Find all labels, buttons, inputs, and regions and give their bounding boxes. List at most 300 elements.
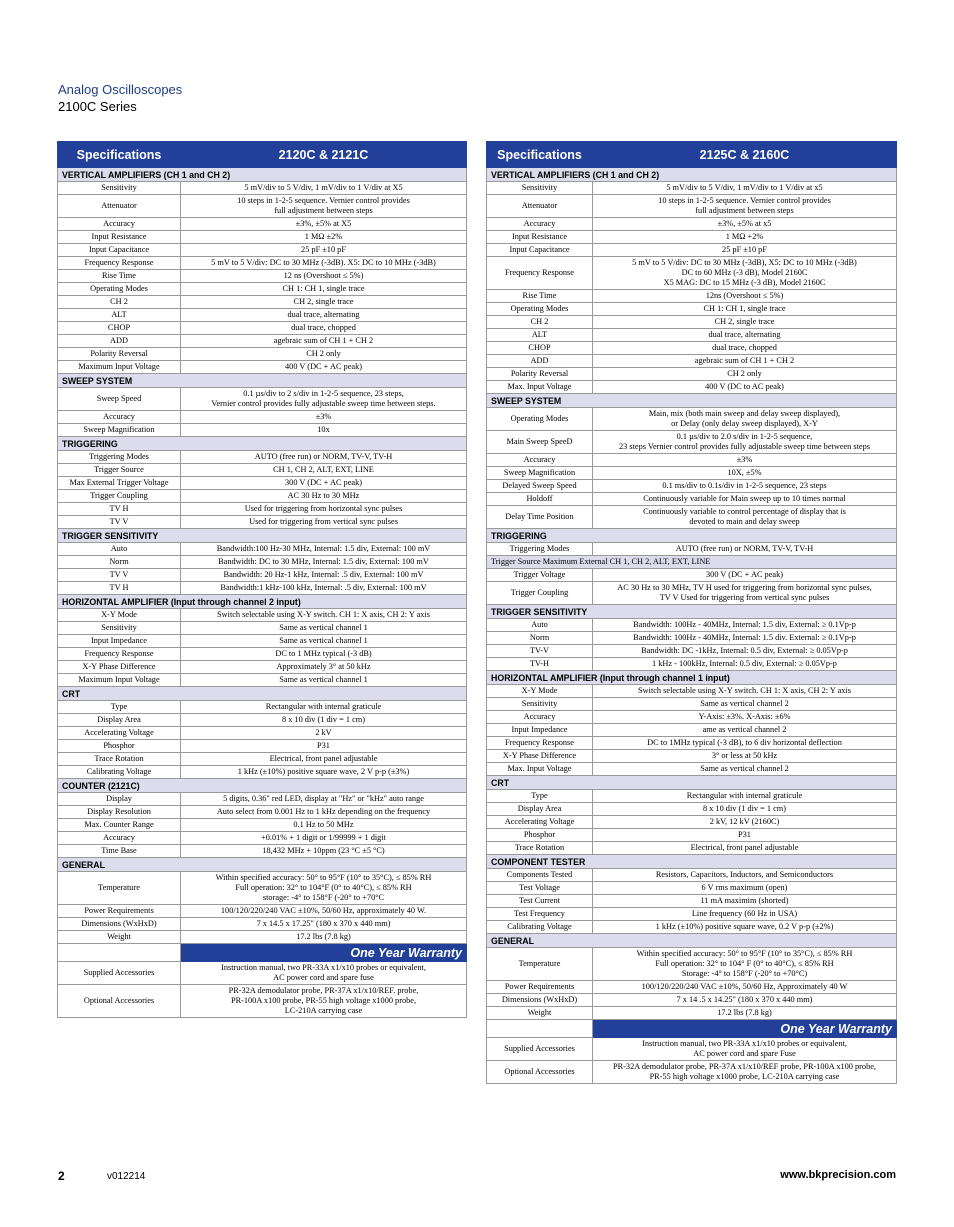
spec-value: PR-32A demodulator probe, PR-37A x1/x10/REF probe, PR-100A x100 probe, PR-55 high voltage x1000 probe, LC-210A carrying case [593, 1061, 897, 1084]
spec-label: Phosphor [58, 740, 181, 753]
spec-value: Used for triggering from horizontal sync pulses [181, 503, 467, 516]
spec-value: Electrical, front panel adjustable [593, 842, 897, 855]
spec-row [487, 556, 897, 569]
section-heading [487, 934, 897, 948]
spec-label: Norm [58, 556, 181, 569]
spec-value: 0.1 µs/div to 2.0 s/div in 1-2-5 sequence, 23 steps Vernier control provides fully adjustable sweep time between steps [593, 431, 897, 454]
spec-value: dual trace, alternating [593, 329, 897, 342]
spec-value: 7 x 14 .5 x 14.25" (180 x 370 x 440 mm) [593, 994, 897, 1007]
spec-label: Time Base [58, 845, 181, 858]
spec-row [58, 806, 467, 819]
spec-row [487, 921, 897, 934]
spec-label: Norm [487, 632, 593, 645]
spec-row [58, 516, 467, 529]
spec-row [58, 648, 467, 661]
spec-row [58, 845, 467, 858]
spec-row [58, 283, 467, 296]
spec-value: 8 x 10 div (1 div = 1 cm) [181, 714, 467, 727]
section-heading [487, 168, 897, 182]
spec-value: 1 kHz (±10%) positive square wave, 0.2 V p-p (±2%) [593, 921, 897, 934]
section-heading [58, 595, 467, 609]
spec-value: agebraic sum of CH 1 + CH 2 [593, 355, 897, 368]
spec-value: 5 digits, 0.36" red LED, display at "Hz" or "kHz" auto range [181, 793, 467, 806]
section-heading [58, 374, 467, 388]
spec-label: Trigger Coupling [58, 490, 181, 503]
spec-value: Used for triggering from vertical sync pulses [181, 516, 467, 529]
spec-row [487, 244, 897, 257]
spec-row [487, 431, 897, 454]
column-header-specifications: Specifications [58, 142, 181, 168]
section-heading [487, 529, 897, 543]
spec-label: Operating Modes [58, 283, 181, 296]
spec-value: 5 mV to 5 V/div: DC to 30 MHz (-3dB). X5: DC to 10 MHz (-3dB) [181, 257, 467, 270]
spec-row [487, 218, 897, 231]
spec-label: Trigger Source [58, 464, 181, 477]
spec-label: Calibrating Voltage [487, 921, 593, 934]
warranty-spacer [487, 1020, 593, 1038]
spec-row [487, 698, 897, 711]
spec-label: Power Requirements [487, 981, 593, 994]
spec-row [487, 711, 897, 724]
spec-row [58, 714, 467, 727]
spec-row [58, 231, 467, 244]
spec-label: Delay Time Position [487, 506, 593, 529]
spec-value: 3° or less at 50 kHz [593, 750, 897, 763]
spec-row [487, 763, 897, 776]
spec-label: Accelerating Voltage [58, 727, 181, 740]
spec-row [487, 182, 897, 195]
spec-label: Test Voltage [487, 882, 593, 895]
spec-label: TV V [58, 569, 181, 582]
spec-value: CH 1: CH 1, single trace [593, 303, 897, 316]
spec-label: Auto [58, 543, 181, 556]
spec-row [487, 829, 897, 842]
spec-row [487, 231, 897, 244]
spec-value: 1 kHz - 100kHz, Internal: 0.5 div, External: ≥ 0.05Vp-p [593, 658, 897, 671]
spec-value: Switch selectable using X-Y switch. CH 1: X axis, CH 2: Y axis [181, 609, 467, 622]
spec-value: 12 ns (Overshoot ≤ 5%) [181, 270, 467, 283]
section-heading [487, 605, 897, 619]
spec-value: Same as vertical channel 1 [181, 635, 467, 648]
spec-label: Max. Input Voltage [487, 763, 593, 776]
website-link[interactable]: www.bkprecision.com [780, 1169, 896, 1181]
page-number: 2 [58, 1169, 65, 1183]
spec-value: Same as vertical channel 1 [181, 674, 467, 687]
spec-label: Operating Modes [487, 408, 593, 431]
spec-label: Holdoff [487, 493, 593, 506]
spec-value: 10 steps in 1-2-5 sequence. Vernier control provides full adjustment between steps [181, 195, 467, 218]
spec-row [58, 766, 467, 779]
spec-row [58, 335, 467, 348]
spec-row [58, 609, 467, 622]
spec-row [58, 582, 467, 595]
spec-label: CH 2 [487, 316, 593, 329]
spec-label: Display Resolution [58, 806, 181, 819]
section-title: GENERAL [487, 934, 897, 948]
section-heading [487, 394, 897, 408]
spec-value: Bandwidth:100 Hz-30 MHz, Internal: 1.5 div, External: 100 mV [181, 543, 467, 556]
spec-value: ±3% [593, 454, 897, 467]
spec-value: 100/120/220/240 VAC ±10%, 50/60 Hz, approximately 40 W. [181, 905, 467, 918]
section-title: TRIGGERING [58, 437, 467, 451]
spec-value: 100/120/220/240 VAC ±10%, 50/60 Hz, Approximately 40 W [593, 981, 897, 994]
spec-label: Dimensions (WxHxD) [487, 994, 593, 1007]
spec-row [58, 195, 467, 218]
spec-row [58, 918, 467, 931]
spec-row [487, 195, 897, 218]
spec-label: Polarity Reversal [58, 348, 181, 361]
spec-value: Y-Axis: ±3%. X-Axis: ±6% [593, 711, 897, 724]
spec-label: X-Y Mode [487, 685, 593, 698]
series-subtitle: 2100C Series [58, 99, 137, 114]
spec-value: Same as vertical channel 2 [593, 698, 897, 711]
spec-row [487, 750, 897, 763]
table-header-row [58, 142, 467, 168]
spec-row [487, 803, 897, 816]
spec-row [487, 316, 897, 329]
spec-value: Rectangular with internal graticule [181, 701, 467, 714]
spec-label: Sweep Magnification [487, 467, 593, 480]
spec-value: Within specified accuracy: 50° to 95°F (10° to 35°C), ≤ 85% RH Full operation: 32° to 104°F (0° to 40°C), ≤ 85% RH storage: -4° to 158°F (-20° to +70°C [181, 872, 467, 905]
spec-value: Same as vertical channel 2 [593, 763, 897, 776]
spec-value: 400 V (DC to AC peak) [593, 381, 897, 394]
spec-row [487, 569, 897, 582]
column-header-specifications: Specifications [487, 142, 593, 168]
spec-row [487, 368, 897, 381]
spec-label: Max. Input Voltage [487, 381, 593, 394]
spec-row [487, 290, 897, 303]
section-heading [487, 855, 897, 869]
spec-label: Weight [487, 1007, 593, 1020]
spec-row [487, 645, 897, 658]
spec-label: Input Capacitance [58, 244, 181, 257]
spec-label: Test Frequency [487, 908, 593, 921]
spec-row [58, 244, 467, 257]
spec-value: 1 MΩ ±2% [181, 231, 467, 244]
spec-label: CHOP [58, 322, 181, 335]
spec-value: Bandwidth: 100Hz - 40MHz, Internal: 1.5 div. External: ≥ 0.1Vp-p [593, 632, 897, 645]
warranty-row [487, 1020, 897, 1038]
spec-value: 5 mV/div to 5 V/div, 1 mV/div to 1 V/div at x5 [593, 182, 897, 195]
section-title: SWEEP SYSTEM [58, 374, 467, 388]
section-title: CRT [58, 687, 467, 701]
spec-value: ame as vertical channel 2 [593, 724, 897, 737]
spec-label: Supplied Accessories [487, 1038, 593, 1061]
spec-value: ±3% [181, 411, 467, 424]
spec-row [487, 1007, 897, 1020]
spec-label: Max External Trigger Voltage [58, 477, 181, 490]
spec-row [58, 361, 467, 374]
spec-label: Attenuator [58, 195, 181, 218]
spec-value: 0.1 Hz to 50 MHz [181, 819, 467, 832]
spec-value: Rectangular with internal graticule [593, 790, 897, 803]
spec-value: 2 kV, 12 kV (2160C) [593, 816, 897, 829]
section-heading [487, 776, 897, 790]
spec-value: 17.2 lbs (7.8 kg) [593, 1007, 897, 1020]
spec-row [487, 582, 897, 605]
spec-value: Line frequency (60 Hz in USA) [593, 908, 897, 921]
spec-row [58, 931, 467, 944]
spec-label: Weight [58, 931, 181, 944]
section-title: COUNTER (2121C) [58, 779, 467, 793]
spec-value: 5 mV/div to 5 V/div, 1 mV/div to 1 V/div at X5 [181, 182, 467, 195]
spec-label: Accuracy [58, 832, 181, 845]
spec-value: Within specified accuracy: 50° to 95°F (10° to 35°C), ≤ 85% RH Full operation: 32° to 104° F (0° to 40°C), ≤ 85% RH Storage: -4° to 158°F (-20° to +70°C) [593, 948, 897, 981]
spec-row [58, 985, 467, 1018]
spec-label: Type [58, 701, 181, 714]
section-heading [58, 687, 467, 701]
spec-label: Display Area [487, 803, 593, 816]
spec-value: DC to 1 MHz typical (-3 dB) [181, 648, 467, 661]
spec-row [487, 408, 897, 431]
spec-row [58, 464, 467, 477]
section-title: HORIZONTAL AMPLIFIER (Input through channel 2 input) [58, 595, 467, 609]
spec-row [58, 182, 467, 195]
spec-row [58, 411, 467, 424]
spec-label: Trigger Coupling [487, 582, 593, 605]
warranty-row [58, 944, 467, 962]
spec-value: Resistors, Capacitors, Inductors, and Semiconductors [593, 869, 897, 882]
section-title: TRIGGERING [487, 529, 897, 543]
spec-label: ADD [58, 335, 181, 348]
spec-label: TV-H [487, 658, 593, 671]
spec-label: X-Y Phase Difference [487, 750, 593, 763]
spec-label: Sweep Magnification [58, 424, 181, 437]
spec-label: Display Area [58, 714, 181, 727]
spec-value: CH 1: CH 1, single trace [181, 283, 467, 296]
spec-label: X-Y Mode [58, 609, 181, 622]
spec-label: ADD [487, 355, 593, 368]
spec-label: Accuracy [58, 218, 181, 231]
spec-row [487, 790, 897, 803]
spec-value: CH 2, single trace [593, 316, 897, 329]
spec-row [58, 270, 467, 283]
spec-value: AUTO (free run) or NORM, TV-V, TV-H [181, 451, 467, 464]
spec-row [58, 832, 467, 845]
spec-value: 25 pF ±10 pF [593, 244, 897, 257]
spec-label: TV-V [487, 645, 593, 658]
spec-row [487, 895, 897, 908]
spec-label: Temperature [58, 872, 181, 905]
spec-label: Input Resistance [487, 231, 593, 244]
spec-label: Optional Accessories [487, 1061, 593, 1084]
spec-label: Frequency Response [58, 257, 181, 270]
spec-row [58, 543, 467, 556]
spec-row [58, 727, 467, 740]
spec-row [487, 329, 897, 342]
spec-label: Rise Time [58, 270, 181, 283]
spec-label: Sensitivity [58, 182, 181, 195]
spec-row [487, 685, 897, 698]
spec-row [487, 882, 897, 895]
spec-label: Input Impedance [487, 724, 593, 737]
spec-label: Triggering Modes [487, 543, 593, 556]
spec-label: CHOP [487, 342, 593, 355]
spec-label: Optional Accessories [58, 985, 181, 1018]
spec-value: AUTO (free run) or NORM, TV-V, TV-H [593, 543, 897, 556]
spec-row [487, 842, 897, 855]
spec-label: Supplied Accessories [58, 962, 181, 985]
spec-row [58, 388, 467, 411]
spec-label: Test Current [487, 895, 593, 908]
spec-label: Trace Rotation [487, 842, 593, 855]
spec-label: Accuracy [487, 711, 593, 724]
spec-row [58, 962, 467, 985]
section-title: VERTICAL AMPLIFIERS (CH 1 and CH 2) [487, 168, 897, 182]
spec-value: 12ns (Overshoot ≤ 5%) [593, 290, 897, 303]
spec-value: AC 30 Hz to 30 MHz, TV H used for triggering from horizontal sync pulses, TV V Used for triggering from vertical sync pulses [593, 582, 897, 605]
spec-row [58, 872, 467, 905]
column-header-models: 2125C & 2160C [593, 142, 897, 168]
section-title: GENERAL [58, 858, 467, 872]
spec-label: Frequency Response [487, 737, 593, 750]
spec-value: Auto select from 0.001 Hz to 1 kHz depending on the frequency [181, 806, 467, 819]
section-title: COMPONENT TESTER [487, 855, 897, 869]
spec-label: Type [487, 790, 593, 803]
spec-value: P31 [181, 740, 467, 753]
spec-value: 1 kHz (±10%) positive square wave, 2 V p-p (±3%) [181, 766, 467, 779]
spec-value: CH 2 only [181, 348, 467, 361]
spec-label: Input Resistance [58, 231, 181, 244]
spec-label: ALT [58, 309, 181, 322]
spec-label: Max. Counter Range [58, 819, 181, 832]
spec-value: 8 x 10 div (1 div = 1 cm) [593, 803, 897, 816]
spec-value: dual trace, alternating [181, 309, 467, 322]
spec-label: Accuracy [487, 218, 593, 231]
spec-label: Trace Rotation [58, 753, 181, 766]
spec-value: 7 x 14.5 x 17.25" (180 x 370 x 440 mm) [181, 918, 467, 931]
spec-row [58, 674, 467, 687]
spec-value: 11 mA maximim (shorted) [593, 895, 897, 908]
spec-row [487, 355, 897, 368]
spec-value: 300 V (DC + AC peak) [181, 477, 467, 490]
spec-row [487, 948, 897, 981]
spec-value: agebraic sum of CH 1 + CH 2 [181, 335, 467, 348]
spec-value: 2 kV [181, 727, 467, 740]
spec-value: Bandwidth: 20 Hz-1 kHz, Internal: .5 div, External: 100 mV [181, 569, 467, 582]
spec-row [487, 493, 897, 506]
section-heading [487, 671, 897, 685]
spec-label: ALT [487, 329, 593, 342]
spec-label: Display [58, 793, 181, 806]
section-title: HORIZONTAL AMPLIFIER (Input through channel 1 input) [487, 671, 897, 685]
spec-value: PR-32A demodulator probe, PR-37A x1/x10/REF. probe, PR-100A x100 probe, PR-55 high voltage x1000 probe, LC-210A carrying case [181, 985, 467, 1018]
spec-row [58, 556, 467, 569]
spec-value: 10x [181, 424, 467, 437]
spec-value: 400 V (DC + AC peak) [181, 361, 467, 374]
spec-row [58, 348, 467, 361]
spec-row [58, 701, 467, 714]
spec-row [58, 451, 467, 464]
spec-label: Power Requirements [58, 905, 181, 918]
spec-row [58, 257, 467, 270]
spec-value: Continuously variable to control percentage of display that is devoted to main and delay sweep [593, 506, 897, 529]
spec-label: Triggering Modes [58, 451, 181, 464]
spec-label: Dimensions (WxHxD) [58, 918, 181, 931]
spec-value: Main, mix (both main sweep and delay sweep displayed), or Delay (only delay sweep displayed), X-Y [593, 408, 897, 431]
spec-row [487, 1061, 897, 1084]
spec-label: Sensitivity [487, 698, 593, 711]
spec-value: CH 1, CH 2, ALT, EXT, LINE [181, 464, 467, 477]
spec-row [487, 908, 897, 921]
spec-value: 10 steps in 1-2-5 sequence. Vernier control provides full adjustment between steps [593, 195, 897, 218]
spec-value: 10X, ±5% [593, 467, 897, 480]
spec-label: Accuracy [58, 411, 181, 424]
spec-label: Frequency Response [487, 257, 593, 290]
spec-row [487, 303, 897, 316]
section-heading [58, 529, 467, 543]
spec-label: Sensitivity [58, 622, 181, 635]
spec-label: Phosphor [487, 829, 593, 842]
spec-value: ±3%, ±5% at X5 [181, 218, 467, 231]
column-header-models: 2120C & 2121C [181, 142, 467, 168]
spec-row [487, 467, 897, 480]
spec-row [487, 381, 897, 394]
spec-row [58, 569, 467, 582]
spec-row [58, 322, 467, 335]
spec-label: Components Tested [487, 869, 593, 882]
spec-label: Polarity Reversal [487, 368, 593, 381]
spec-full-text: Trigger Source Maximum External CH 1, CH 2, ALT, EXT, LINE [487, 556, 897, 569]
section-title: CRT [487, 776, 897, 790]
spec-label: Main Sweep SpeeD [487, 431, 593, 454]
spec-label: Sweep Speed [58, 388, 181, 411]
spec-value: DC to 1MHz typical (-3 dB), to 6 div horizontal deflection [593, 737, 897, 750]
spec-label: Accelerating Voltage [487, 816, 593, 829]
spec-value: Electrical, front panel adjustable [181, 753, 467, 766]
spec-value: +0.01% + 1 digit or 1/99999 + 1 digit [181, 832, 467, 845]
spec-row [487, 981, 897, 994]
spec-label: CH 2 [58, 296, 181, 309]
spec-label: Accuracy [487, 454, 593, 467]
spec-row [487, 543, 897, 556]
spec-row [58, 661, 467, 674]
spec-label: Frequency Response [58, 648, 181, 661]
spec-row [58, 819, 467, 832]
section-heading [58, 779, 467, 793]
spec-value: dual trace, chopped [181, 322, 467, 335]
spec-row [58, 218, 467, 231]
spec-label: TV H [58, 582, 181, 595]
spec-value: Approximately 3° at 50 kHz [181, 661, 467, 674]
spec-row [58, 296, 467, 309]
section-heading [58, 168, 467, 182]
spec-value: CH 2 only [593, 368, 897, 381]
section-heading [58, 858, 467, 872]
spec-label: Rise Time [487, 290, 593, 303]
spec-value: Bandwidth: DC to 30 MHz, Internal: 1.5 div, External: 100 mV [181, 556, 467, 569]
spec-label: Operating Modes [487, 303, 593, 316]
spec-row [487, 816, 897, 829]
spec-label: Calibrating Voltage [58, 766, 181, 779]
spec-value: Instruction manual, two PR-33A x1/x10 probes or equivalent, AC power cord and spare fuse [181, 962, 467, 985]
spec-value: Switch selectable using X-Y switch. CH 1: X axis, CH 2: Y axis [593, 685, 897, 698]
version-code: v012214 [107, 1171, 146, 1182]
spec-value: 17.2 lbs (7.8 kg) [181, 931, 467, 944]
spec-label: Maximum Input Voltage [58, 361, 181, 374]
spec-row [58, 753, 467, 766]
spec-row [487, 737, 897, 750]
section-title: VERTICAL AMPLIFIERS (CH 1 and CH 2) [58, 168, 467, 182]
spec-row [487, 632, 897, 645]
spec-label: Auto [487, 619, 593, 632]
spec-value: 1 MΩ +2% [593, 231, 897, 244]
spec-table-2120c-2121c [57, 141, 467, 1018]
spec-value: ±3%, ±5% at x5 [593, 218, 897, 231]
spec-row [487, 480, 897, 493]
spec-value: 25 pF ±10 pF [181, 244, 467, 257]
spec-label: Trigger Voltage [487, 569, 593, 582]
